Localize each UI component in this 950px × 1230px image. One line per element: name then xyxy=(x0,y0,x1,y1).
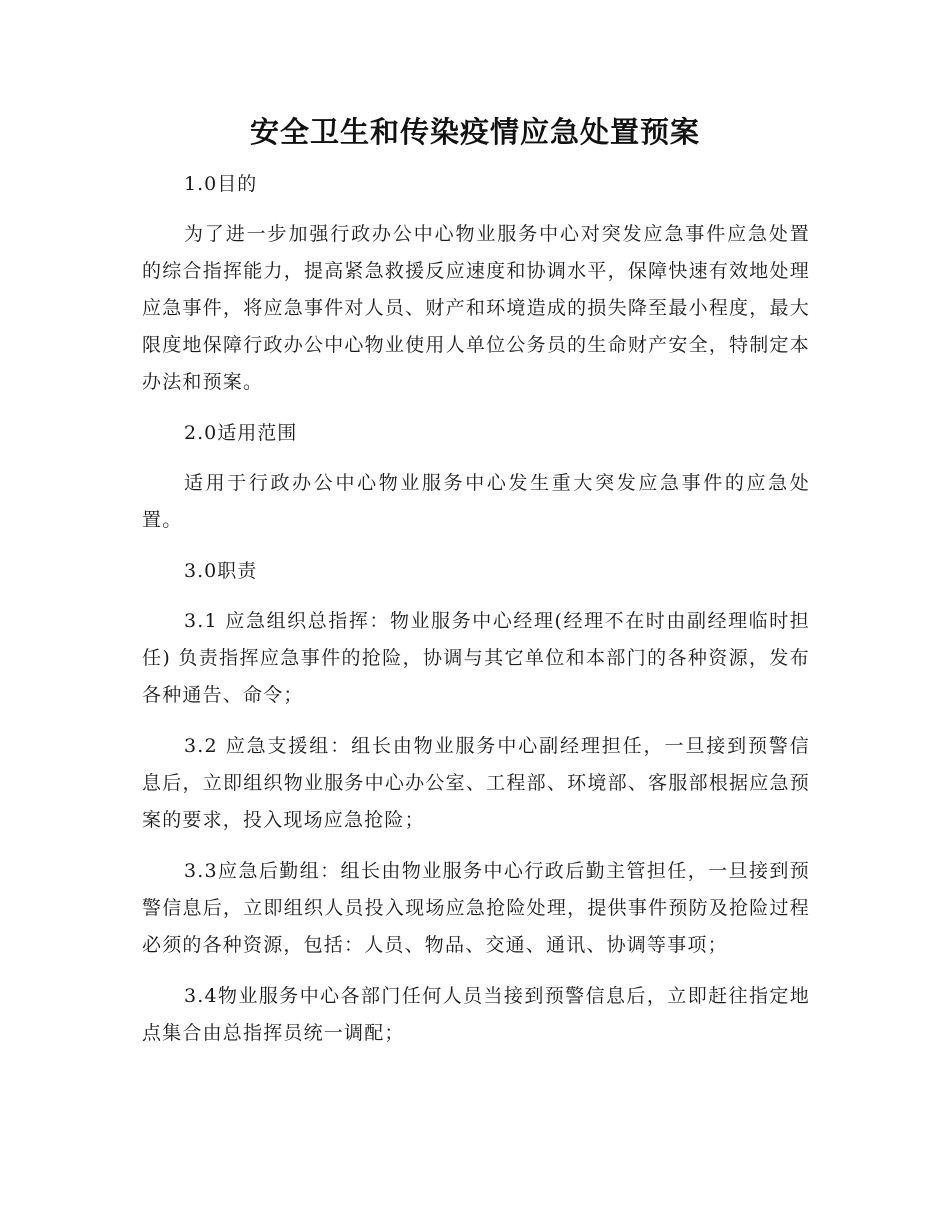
paragraph-duty-3-3: 3.3应急后勤组：组长由物业服务中心行政后勤主管担任，一旦接到预警信息后，立即组织人员投入现场应急抢险处理，提供事件预防及抢险过程必须的各种资源，包括：人员、物品、交通、通讯、协调等事项； xyxy=(142,860,810,956)
paragraph-duty-3-1: 3.1 应急组织总指挥：物业服务中心经理(经理不在时由副经理临时担任) 负责指挥应急事件的抢险，协调与其它单位和本部门的各种资源，发布各种通告、命令； xyxy=(142,610,810,706)
paragraph-duty-3-4: 3.4物业服务中心各部门任何人员当接到预警信息后，立即赶往指定地点集合由总指挥员统一调配； xyxy=(142,985,810,1044)
document-body xyxy=(142,166,810,1066)
document-title: 安全卫生和传染疫情应急处置预案 xyxy=(249,115,700,149)
paragraph-duty-3-2: 3.2 应急支援组：组长由物业服务中心副经理担任，一旦接到预警信息后，立即组织物业服务中心办公室、工程部、环境部、客服部根据应急预案的要求，投入现场应急抢险； xyxy=(142,735,810,831)
paragraph-scope: 适用于行政办公中心物业服务中心发生重大突发应急事件的应急处置。 xyxy=(142,472,810,531)
paragraph-purpose: 为了进一步加强行政办公中心物业服务中心对突发应急事件应急处置的综合指挥能力，提高紧急救援反应速度和协调水平，保障快速有效地处理应急事件，将应急事件对人员、财产和环境造成的损失降至最小程度，最大限度地保障行政办公中心物业使用人单位公务员的生命财产安全，特制定本办法和预案。 xyxy=(142,223,810,393)
section-heading-purpose: 1.0目的 xyxy=(184,173,258,195)
section-heading-scope: 2.0适用范围 xyxy=(184,422,298,444)
section-heading-duties: 3.0职责 xyxy=(184,560,258,582)
